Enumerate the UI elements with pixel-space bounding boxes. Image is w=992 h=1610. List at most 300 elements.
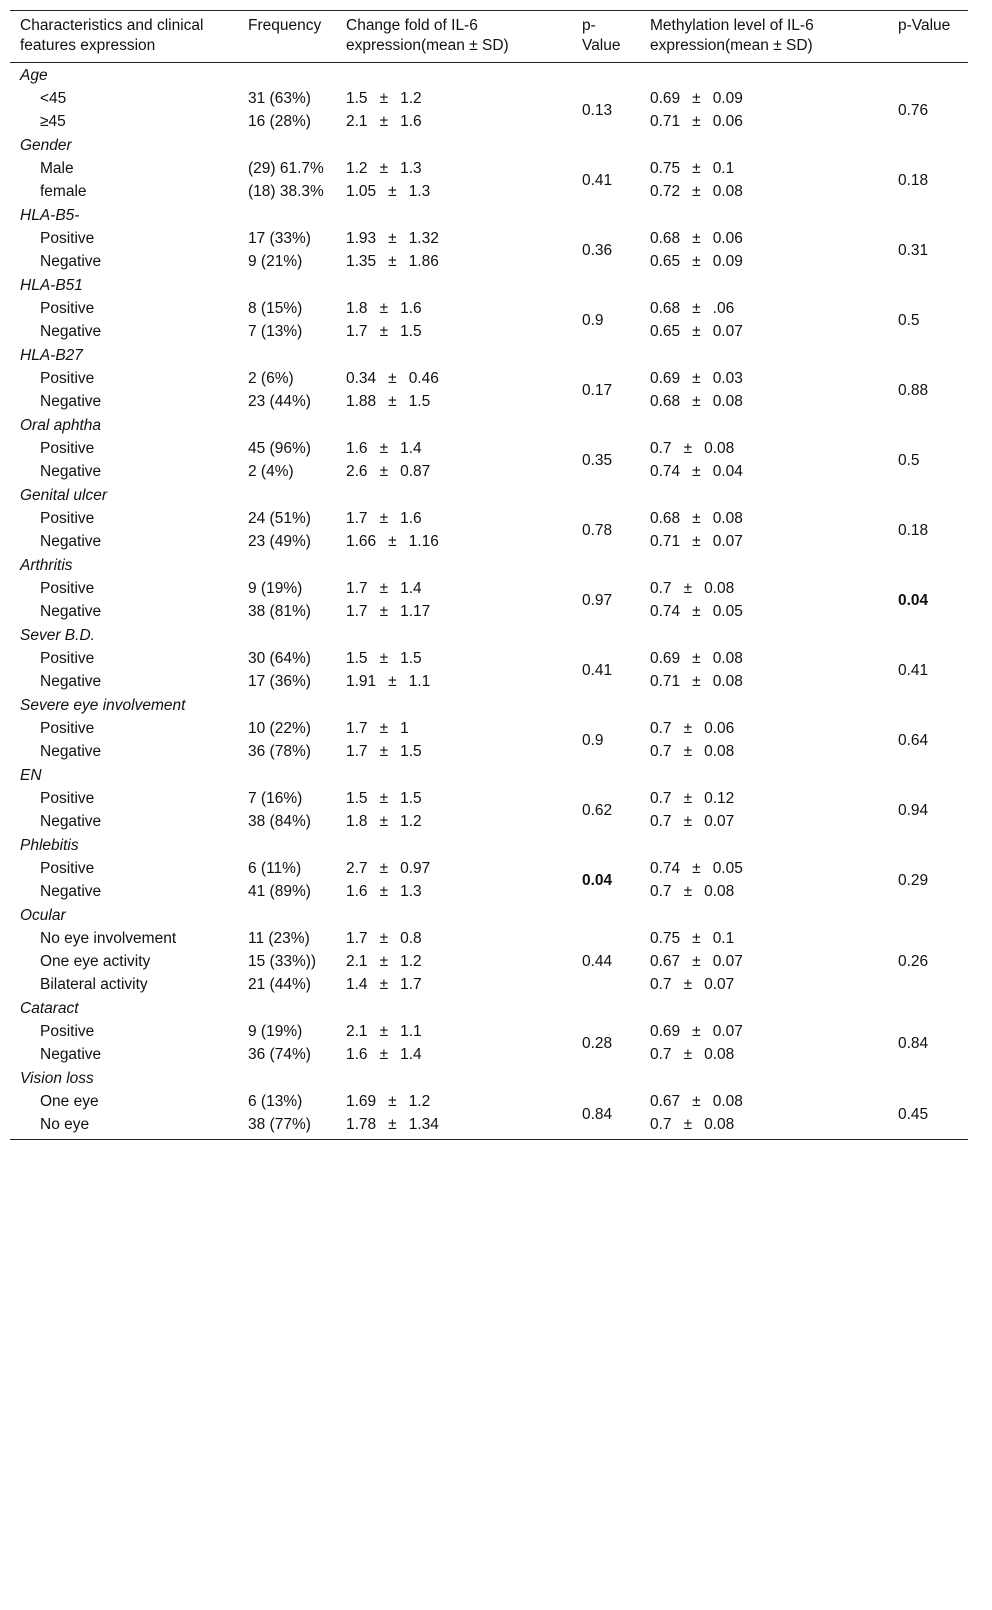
methylation-cell <box>640 1090 888 1113</box>
group-label: Oral aphtha <box>20 417 101 434</box>
p-value-methylation: 0.88 <box>898 381 929 399</box>
row-label: Positive <box>40 580 95 597</box>
change-fold-cell <box>336 950 572 973</box>
p-value-expression: 0.9 <box>582 731 604 749</box>
plus-minus-sign: ± <box>692 510 701 527</box>
methylation-cell <box>640 1020 888 1043</box>
sd-value: 1.34 <box>408 1116 439 1133</box>
methylation-cell <box>640 227 888 250</box>
p-value-methylation: 0.45 <box>898 1106 929 1123</box>
methylation-cell <box>640 320 888 343</box>
methylation-cell <box>640 87 888 110</box>
table-row <box>10 950 968 973</box>
plus-minus-sign: ± <box>379 860 389 877</box>
plus-minus-sign: ± <box>692 673 701 690</box>
change-fold-cell <box>336 1090 572 1113</box>
change-fold-cell <box>336 600 572 623</box>
table-row <box>10 157 968 180</box>
mean-value: 1.5 <box>346 650 368 667</box>
mean-value: 0.7 <box>650 883 672 900</box>
change-fold-cell <box>336 297 572 320</box>
plus-minus-sign: ± <box>388 1116 397 1133</box>
change-fold-cell <box>336 880 572 903</box>
row-label: Negative <box>40 323 102 340</box>
sd-value: 1.3 <box>400 883 422 900</box>
plus-minus-sign: ± <box>379 440 389 457</box>
group-row <box>10 63 968 88</box>
group-row <box>10 996 968 1020</box>
row-label: Negative <box>40 883 102 900</box>
sd-value: 0.08 <box>712 393 743 410</box>
mean-value: 0.75 <box>650 160 681 177</box>
sd-value: 1.6 <box>400 113 422 130</box>
p-value-methylation: 0.5 <box>898 311 920 329</box>
plus-minus-sign: ± <box>379 323 389 340</box>
row-label: female <box>40 183 87 200</box>
mean-value: 0.74 <box>650 463 681 480</box>
sd-value: 0.12 <box>704 790 735 807</box>
mean-value: 0.7 <box>650 743 672 760</box>
group-row <box>10 553 968 577</box>
frequency-cell: 2 (4%) <box>248 463 294 480</box>
change-fold-cell <box>336 717 572 740</box>
table-row <box>10 180 968 203</box>
plus-minus-sign: ± <box>388 673 397 690</box>
table-row <box>10 927 968 950</box>
plus-minus-sign: ± <box>379 976 389 993</box>
row-label: Positive <box>40 510 95 527</box>
sd-value: 1.5 <box>400 790 422 807</box>
mean-value: 0.69 <box>650 1023 681 1040</box>
il6-characteristics-table <box>10 10 968 1140</box>
plus-minus-sign: ± <box>683 883 693 900</box>
p-value-expression: 0.78 <box>582 521 613 539</box>
row-label: Positive <box>40 790 95 807</box>
row-label: Positive <box>40 230 95 247</box>
row-label: Negative <box>40 463 102 480</box>
plus-minus-sign: ± <box>692 533 701 550</box>
methylation-cell <box>640 600 888 623</box>
plus-minus-sign: ± <box>692 650 701 667</box>
frequency-cell: 30 (64%) <box>248 650 311 667</box>
p-value-methylation: 0.84 <box>898 1034 929 1052</box>
methylation-cell <box>640 157 888 180</box>
table-row <box>10 857 968 880</box>
mean-value: 0.7 <box>650 1116 672 1133</box>
sd-value: 1.2 <box>408 1093 431 1110</box>
sd-value: 1.2 <box>400 813 422 830</box>
change-fold-cell <box>336 1043 572 1066</box>
mean-value: 1.6 <box>346 1046 368 1063</box>
table-row <box>10 437 968 460</box>
p-value-expression: 0.9 <box>582 311 604 329</box>
sd-value: 0.08 <box>704 1046 735 1063</box>
header-characteristics: Characteristics and clinical features expression <box>20 17 204 54</box>
sd-value: 0.09 <box>712 253 743 270</box>
p-value-expression: 0.62 <box>582 801 613 819</box>
sd-value: 1.5 <box>400 323 422 340</box>
mean-value: 0.65 <box>650 253 681 270</box>
frequency-cell: 9 (21%) <box>248 253 303 270</box>
frequency-cell: 45 (96%) <box>248 440 311 457</box>
sd-value: 1.17 <box>400 603 431 620</box>
mean-value: 0.71 <box>650 673 681 690</box>
plus-minus-sign: ± <box>388 370 397 387</box>
mean-value: 0.7 <box>650 790 672 807</box>
group-row <box>10 903 968 927</box>
group-label: Phlebitis <box>20 837 79 854</box>
change-fold-cell <box>336 787 572 810</box>
row-label: Negative <box>40 393 102 410</box>
frequency-cell: 17 (33%) <box>248 230 311 247</box>
table-row <box>10 577 968 600</box>
plus-minus-sign: ± <box>379 743 389 760</box>
mean-value: 2.1 <box>346 1023 368 1040</box>
plus-minus-sign: ± <box>379 300 389 317</box>
group-row <box>10 1066 968 1090</box>
change-fold-cell <box>336 530 572 553</box>
sd-value: 0.07 <box>712 1023 743 1040</box>
plus-minus-sign: ± <box>692 930 701 947</box>
mean-value: 1.8 <box>346 300 368 317</box>
methylation-cell <box>640 1043 888 1066</box>
row-label: ≥45 <box>40 113 66 130</box>
mean-value: 0.7 <box>650 580 672 597</box>
change-fold-cell <box>336 227 572 250</box>
change-fold-cell <box>336 157 572 180</box>
group-label: Sever B.D. <box>20 627 95 644</box>
plus-minus-sign: ± <box>692 230 701 247</box>
row-label: Positive <box>40 300 95 317</box>
sd-value: 1.3 <box>400 160 422 177</box>
row-label: <45 <box>40 90 67 107</box>
mean-value: 0.69 <box>650 90 681 107</box>
plus-minus-sign: ± <box>388 253 397 270</box>
methylation-cell <box>640 297 888 320</box>
frequency-cell: 36 (74%) <box>248 1046 311 1063</box>
frequency-cell: 38 (81%) <box>248 603 311 620</box>
header-p-value-expression: p-Value <box>582 17 621 54</box>
table-row <box>10 460 968 483</box>
group-row <box>10 133 968 157</box>
mean-value: 1.88 <box>346 393 377 410</box>
plus-minus-sign: ± <box>683 813 693 830</box>
p-value-expression: 0.41 <box>582 661 613 679</box>
mean-value: 1.93 <box>346 230 377 247</box>
sd-value: 0.05 <box>712 860 743 877</box>
p-value-expression: 0.17 <box>582 381 613 399</box>
group-row <box>10 273 968 297</box>
row-label: Negative <box>40 533 102 550</box>
mean-value: 2.1 <box>346 113 368 130</box>
frequency-cell: 23 (49%) <box>248 533 311 550</box>
frequency-cell: 6 (13%) <box>248 1093 303 1110</box>
plus-minus-sign: ± <box>692 860 701 877</box>
sd-value: 0.03 <box>712 370 743 387</box>
mean-value: 0.71 <box>650 533 681 550</box>
mean-value: 2.7 <box>346 860 368 877</box>
change-fold-cell <box>336 857 572 880</box>
methylation-cell <box>640 250 888 273</box>
mean-value: 1.69 <box>346 1093 377 1110</box>
row-label: Bilateral activity <box>40 976 148 993</box>
frequency-cell: 23 (44%) <box>248 393 311 410</box>
table-row <box>10 670 968 693</box>
mean-value: 1.5 <box>346 90 368 107</box>
frequency-cell: 31 (63%) <box>248 90 311 107</box>
p-value-methylation: 0.04 <box>898 591 929 609</box>
sd-value: 1.1 <box>400 1023 422 1040</box>
sd-value: 0.08 <box>712 510 743 527</box>
plus-minus-sign: ± <box>692 370 701 387</box>
change-fold-cell <box>336 390 572 413</box>
p-value-expression: 0.35 <box>582 451 613 469</box>
plus-minus-sign: ± <box>379 720 389 737</box>
frequency-cell: 11 (23%) <box>248 930 310 947</box>
sd-value: 0.06 <box>712 113 743 130</box>
methylation-cell <box>640 717 888 740</box>
table-row <box>10 1043 968 1066</box>
methylation-cell <box>640 787 888 810</box>
mean-value: 0.68 <box>650 510 681 527</box>
p-value-expression: 0.28 <box>582 1034 613 1052</box>
mean-value: 1.78 <box>346 1116 377 1133</box>
plus-minus-sign: ± <box>379 160 389 177</box>
methylation-cell <box>640 740 888 763</box>
frequency-cell: 2 (6%) <box>248 370 294 387</box>
table-row <box>10 810 968 833</box>
frequency-cell: 17 (36%) <box>248 673 311 690</box>
mean-value: 0.74 <box>650 860 681 877</box>
group-label: Ocular <box>20 907 66 924</box>
table-row <box>10 320 968 343</box>
plus-minus-sign: ± <box>379 90 389 107</box>
group-label: Arthritis <box>20 557 73 574</box>
frequency-cell: 24 (51%) <box>248 510 311 527</box>
table-header <box>10 11 968 63</box>
change-fold-cell <box>336 670 572 693</box>
plus-minus-sign: ± <box>683 743 693 760</box>
plus-minus-sign: ± <box>379 510 389 527</box>
row-label: Positive <box>40 440 95 457</box>
table-row <box>10 227 968 250</box>
change-fold-cell <box>336 110 572 133</box>
change-fold-cell <box>336 367 572 390</box>
sd-value: 0.05 <box>712 603 743 620</box>
header-frequency: Frequency <box>248 17 322 34</box>
frequency-cell: 41 (89%) <box>248 883 311 900</box>
table-row <box>10 390 968 413</box>
sd-value: 1.86 <box>408 253 439 270</box>
mean-value: 1.35 <box>346 253 377 270</box>
sd-value: 0.06 <box>704 720 735 737</box>
plus-minus-sign: ± <box>683 790 693 807</box>
mean-value: 1.2 <box>346 160 368 177</box>
plus-minus-sign: ± <box>379 650 389 667</box>
methylation-cell <box>640 530 888 553</box>
frequency-cell: 38 (84%) <box>248 813 311 830</box>
sd-value: .06 <box>712 300 735 317</box>
mean-value: 1.5 <box>346 790 368 807</box>
plus-minus-sign: ± <box>683 976 693 993</box>
mean-value: 1.66 <box>346 533 377 550</box>
table-row <box>10 110 968 133</box>
sd-value: 1.32 <box>408 230 439 247</box>
frequency-cell: 36 (78%) <box>248 743 311 760</box>
methylation-cell <box>640 810 888 833</box>
mean-value: 1.6 <box>346 440 368 457</box>
group-row <box>10 203 968 227</box>
frequency-cell: 15 (33%)) <box>248 953 317 970</box>
row-label: No eye <box>40 1116 90 1133</box>
row-label: Negative <box>40 813 102 830</box>
plus-minus-sign: ± <box>379 953 389 970</box>
frequency-cell: 9 (19%) <box>248 1023 303 1040</box>
mean-value: 0.67 <box>650 1093 681 1110</box>
plus-minus-sign: ± <box>692 393 701 410</box>
sd-value: 0.07 <box>704 813 735 830</box>
plus-minus-sign: ± <box>379 463 389 480</box>
group-row <box>10 623 968 647</box>
plus-minus-sign: ± <box>388 183 397 200</box>
table-row <box>10 250 968 273</box>
plus-minus-sign: ± <box>379 603 389 620</box>
plus-minus-sign: ± <box>388 1093 397 1110</box>
group-row <box>10 413 968 437</box>
methylation-cell <box>640 927 888 950</box>
p-value-methylation: 0.64 <box>898 731 929 749</box>
sd-value: 0.07 <box>712 953 743 970</box>
methylation-cell <box>640 1113 888 1140</box>
p-value-expression: 0.04 <box>582 871 613 889</box>
mean-value: 0.7 <box>650 720 672 737</box>
table-row <box>10 787 968 810</box>
mean-value: 0.69 <box>650 650 681 667</box>
header-methylation: Methylation level of IL-6 expression(mean ± SD) <box>650 17 814 54</box>
plus-minus-sign: ± <box>683 1116 693 1133</box>
group-label: HLA-B27 <box>20 347 83 364</box>
change-fold-cell <box>336 577 572 600</box>
row-label: One eye <box>40 1093 99 1110</box>
change-fold-cell <box>336 460 572 483</box>
plus-minus-sign: ± <box>379 580 389 597</box>
mean-value: 1.7 <box>346 743 368 760</box>
mean-value: 0.69 <box>650 370 681 387</box>
p-value-methylation: 0.41 <box>898 661 929 679</box>
mean-value: 1.7 <box>346 510 368 527</box>
mean-value: 1.6 <box>346 883 368 900</box>
row-label: Positive <box>40 720 95 737</box>
group-label: HLA-B51 <box>20 277 83 294</box>
table-row <box>10 87 968 110</box>
sd-value: 1 <box>400 720 409 737</box>
mean-value: 1.8 <box>346 813 368 830</box>
sd-value: 0.07 <box>712 323 743 340</box>
group-label: EN <box>20 767 42 784</box>
p-value-expression: 0.44 <box>582 953 613 970</box>
p-value-expression: 0.97 <box>582 591 613 609</box>
mean-value: 0.72 <box>650 183 681 200</box>
methylation-cell <box>640 110 888 133</box>
plus-minus-sign: ± <box>379 1046 389 1063</box>
plus-minus-sign: ± <box>379 813 389 830</box>
sd-value: 1.4 <box>400 1046 422 1063</box>
change-fold-cell <box>336 180 572 203</box>
sd-value: 1.5 <box>400 650 422 667</box>
plus-minus-sign: ± <box>692 160 701 177</box>
table-row <box>10 530 968 553</box>
mean-value: 0.7 <box>650 976 672 993</box>
p-value-expression: 0.36 <box>582 241 613 259</box>
sd-value: 0.08 <box>704 440 735 457</box>
sd-value: 1.16 <box>408 533 439 550</box>
sd-value: 1.5 <box>408 393 431 410</box>
methylation-cell <box>640 950 888 973</box>
row-label: Male <box>40 160 74 177</box>
methylation-cell <box>640 460 888 483</box>
methylation-cell <box>640 577 888 600</box>
methylation-cell <box>640 367 888 390</box>
mean-value: 0.75 <box>650 930 681 947</box>
frequency-cell: 10 (22%) <box>248 720 311 737</box>
table-row <box>10 297 968 320</box>
methylation-cell <box>640 880 888 903</box>
sd-value: 0.08 <box>704 743 735 760</box>
plus-minus-sign: ± <box>379 883 389 900</box>
mean-value: 1.7 <box>346 580 368 597</box>
methylation-cell <box>640 973 888 996</box>
table-row <box>10 647 968 670</box>
plus-minus-sign: ± <box>692 183 701 200</box>
sd-value: 0.04 <box>712 463 743 480</box>
sd-value: 1.4 <box>400 440 422 457</box>
group-row <box>10 763 968 787</box>
mean-value: 1.7 <box>346 930 368 947</box>
change-fold-cell <box>336 250 572 273</box>
table-row <box>10 367 968 390</box>
mean-value: 0.34 <box>346 370 377 387</box>
mean-value: 0.7 <box>650 440 672 457</box>
change-fold-cell <box>336 1113 572 1140</box>
methylation-cell <box>640 390 888 413</box>
sd-value: 1.5 <box>400 743 422 760</box>
row-label: One eye activity <box>40 953 151 970</box>
group-label: Severe eye involvement <box>20 697 186 714</box>
frequency-cell: 7 (13%) <box>248 323 303 340</box>
plus-minus-sign: ± <box>388 230 397 247</box>
sd-value: 1.2 <box>400 953 422 970</box>
p-value-methylation: 0.18 <box>898 521 929 539</box>
header-change-fold: Change fold of IL-6 expression(mean ± SD) <box>346 17 509 54</box>
methylation-cell <box>640 437 888 460</box>
mean-value: 1.7 <box>346 720 368 737</box>
plus-minus-sign: ± <box>692 603 701 620</box>
p-value-expression: 0.84 <box>582 1106 613 1123</box>
table-row <box>10 740 968 763</box>
frequency-cell: (18) 38.3% <box>248 183 324 200</box>
p-value-methylation: 0.26 <box>898 953 929 970</box>
sd-value: 0.08 <box>704 883 735 900</box>
row-label: Negative <box>40 253 102 270</box>
row-label: Positive <box>40 1023 95 1040</box>
frequency-cell: 6 (11%) <box>248 860 302 877</box>
group-label: Cataract <box>20 1000 79 1017</box>
sd-value: 0.08 <box>704 1116 735 1133</box>
table-row <box>10 717 968 740</box>
p-value-methylation: 0.5 <box>898 451 920 469</box>
plus-minus-sign: ± <box>692 323 701 340</box>
mean-value: 0.7 <box>650 1046 672 1063</box>
